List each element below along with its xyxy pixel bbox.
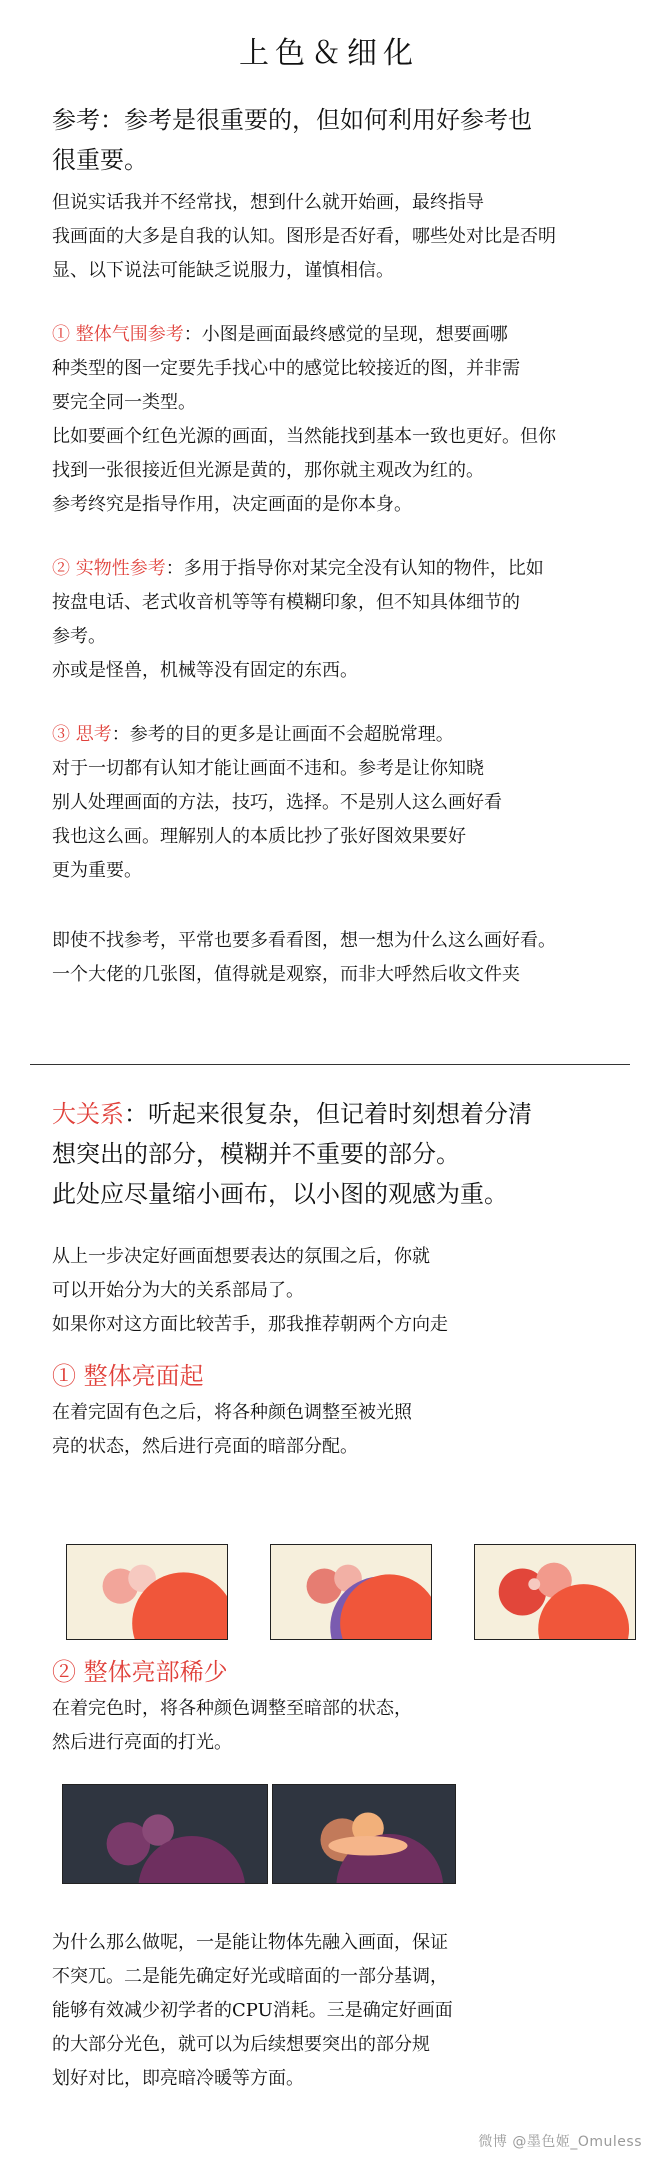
point-3-title: ③ 思考 <box>52 724 112 745</box>
dark-example-1 <box>62 1784 268 1884</box>
section-divider <box>30 1064 630 1065</box>
final-line: 能够有效减少初学者的CPU消耗。三是确定好画面 <box>52 2000 453 2021</box>
point-2-first: ：多用于指导你对某完全没有认知的物件，比如 <box>165 558 544 579</box>
relation-para-line: 可以开始分为大的关系部局了。 <box>52 1280 304 1301</box>
point-1-line <box>52 318 632 352</box>
reference-intro-line: 但说实话我并不经常找，想到什么就开始画，最终指导 <box>52 192 484 213</box>
light-example-2 <box>270 1544 432 1640</box>
method-1-title: ① 整体亮面起 <box>52 1362 204 1390</box>
point-2-text: 参考。 <box>52 626 106 647</box>
light-example-1 <box>66 1544 228 1640</box>
relation-para-line: 如果你对这方面比较苦手，那我推荐朝两个方向走 <box>52 1314 448 1335</box>
relation-para-line: 从上一步决定好画面想要表达的氛围之后，你就 <box>52 1246 430 1267</box>
final-line: 不突兀。二是能先确定好光或暗面的一部分基调， <box>52 1966 448 1987</box>
point-3-first: ：参考的目的更多是让画面不会超脱常理。 <box>111 724 454 745</box>
reference-section <box>52 100 632 992</box>
point-3-text: 别人处理画面的方法，技巧，选择。不是别人这么画好看 <box>52 792 502 813</box>
reference-heading: 参考：参考是很重要的，但如何利用好参考也 <box>52 106 532 134</box>
closing-line: 即使不找参考，平常也要多看看图，想一想为什么这么画好看。 <box>52 930 556 951</box>
relation-heading <box>52 1094 632 1134</box>
page-title: 上色＆细化 <box>239 36 419 71</box>
light-example-3 <box>474 1544 636 1640</box>
point-1-title: ① 整体气围参考 <box>52 324 184 345</box>
point-1-text: 参考终究是指导作用，决定画面的是你本身。 <box>52 494 412 515</box>
method-2-section <box>52 1652 632 1760</box>
point-3-line <box>52 718 632 752</box>
point-2-text: 按盘电话、老式收音机等等有模糊印象，但不知具体细节的 <box>52 592 520 613</box>
point-1-text: 种类型的图一定要先手找心中的感觉比较接近的图，并非需 <box>52 358 520 379</box>
watermark: 微博 @墨色姬_Omuless <box>478 2134 642 2150</box>
final-line: 划好对比，即亮暗冷暖等方面。 <box>52 2068 304 2089</box>
final-line: 为什么那么做呢，一是能让物体先融入画面，保证 <box>52 1932 448 1953</box>
point-1-text: 找到一张很接近但光源是黄的，那你就主观改为红的。 <box>52 460 484 481</box>
method-2-title: ② 整体亮部稀少 <box>52 1658 228 1686</box>
method-1-text: 亮的状态，然后进行亮面的暗部分配。 <box>52 1436 358 1457</box>
method-1-text: 在着完固有色之后，将各种颜色调整至被光照 <box>52 1402 412 1423</box>
relation-line: 此处应尽量缩小画布，以小图的观感为重。 <box>52 1180 508 1208</box>
point-3-text: 更为重要。 <box>52 860 142 881</box>
final-line: 的大部分光色，就可以为后续想要突出的部分规 <box>52 2034 430 2055</box>
point-2-line <box>52 552 632 586</box>
method-2-text: 在着完色时，将各种颜色调整至暗部的状态， <box>52 1698 412 1719</box>
relation-title: 大关系 <box>52 1100 124 1128</box>
relation-title-rest: ：听起来很复杂，但记着时刻想着分清 <box>124 1100 532 1128</box>
relation-line: 想突出的部分，模糊并不重要的部分。 <box>52 1140 460 1168</box>
point-1-first: ：小图是画面最终感觉的呈现，想要画哪 <box>183 324 508 345</box>
reference-heading-cont: 很重要。 <box>52 146 148 174</box>
final-section <box>52 1926 632 2096</box>
reference-intro-line: 显、以下说法可能缺乏说服力，谨慎相信。 <box>52 260 394 281</box>
relation-section <box>52 1094 632 1464</box>
reference-intro-line: 我画面的大多是自我的认知。图形是否好看，哪些处对比是否明 <box>52 226 556 247</box>
method-2-text: 然后进行亮面的打光。 <box>52 1732 232 1753</box>
dark-example-2 <box>272 1784 456 1884</box>
point-1-text: 要完全同一类型。 <box>52 392 196 413</box>
point-3-text: 我也这么画。理解别人的本质比抄了张好图效果要好 <box>52 826 466 847</box>
point-2-title: ② 实物性参考 <box>52 558 166 579</box>
closing-line: 一个大佬的几张图，值得就是观察，而非大呼然后收文件夹 <box>52 964 520 985</box>
point-1-text: 比如要画个红色光源的画面，当然能找到基本一致也更好。但你 <box>52 426 556 447</box>
point-2-text: 亦或是怪兽，机械等没有固定的东西。 <box>52 660 358 681</box>
point-3-text: 对于一切都有认知才能让画面不违和。参考是让你知晓 <box>52 758 484 779</box>
